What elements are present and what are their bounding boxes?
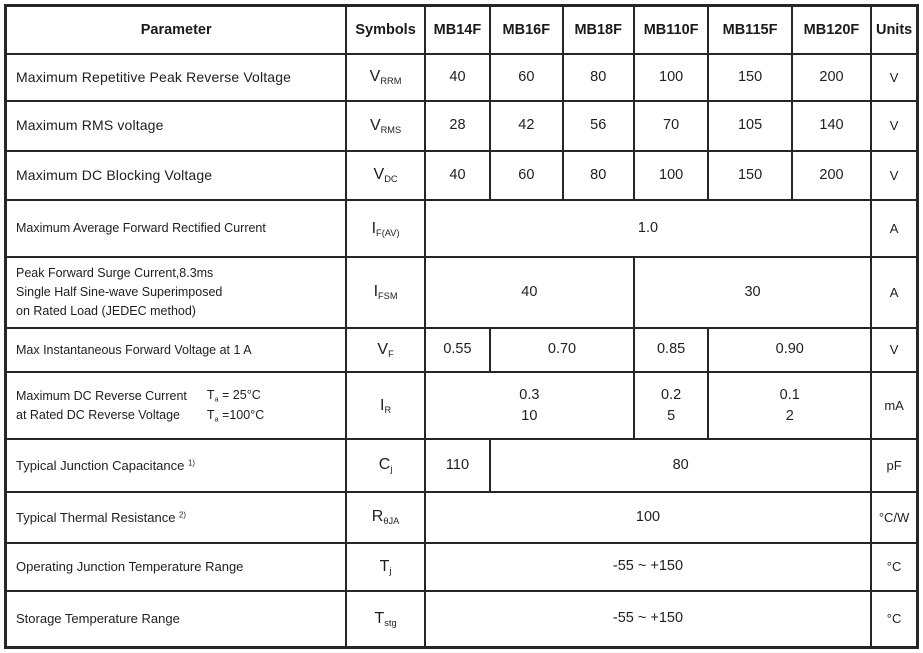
superscript-text: 1)	[187, 458, 195, 468]
symbol-cell	[346, 101, 424, 151]
text-segment: I	[379, 396, 385, 414]
subscript-text: R	[384, 404, 392, 415]
parameter-cell	[6, 439, 347, 492]
value-text: 40	[521, 283, 538, 300]
symbol-cell	[346, 151, 424, 201]
value-text: 0.85	[656, 341, 686, 358]
unit-cell: V	[871, 328, 917, 373]
symbol-cell	[346, 543, 424, 591]
table-row	[6, 200, 918, 257]
value-text: 100	[635, 508, 661, 525]
value-text: 200	[819, 166, 844, 183]
parameter-text	[16, 341, 252, 360]
parameter-text	[16, 557, 243, 577]
unit-cell: V	[871, 151, 917, 201]
subscript-text: F	[388, 348, 394, 359]
symbol-cell	[346, 439, 424, 492]
symbol-cell	[346, 200, 424, 257]
value-cell	[563, 101, 634, 151]
text-segment: V	[377, 340, 389, 358]
table-row	[6, 54, 918, 102]
column-header-part-mb115f: MB115F	[708, 6, 791, 54]
unit-cell: °C	[871, 591, 917, 648]
value-text: 60	[518, 166, 535, 183]
value-cell	[708, 328, 871, 373]
value-cell	[490, 439, 871, 492]
value-cell	[425, 372, 634, 439]
text-segment: at Rated DC Reverse Voltage	[16, 407, 180, 422]
value-text: 40	[449, 166, 466, 183]
column-header-parameter: Parameter	[6, 6, 347, 54]
unit-cell: °C/W	[871, 492, 917, 544]
superscript-text: 2)	[179, 510, 186, 520]
unit-cell: V	[871, 54, 917, 102]
text-segment: V	[369, 116, 381, 134]
symbol-cell	[346, 591, 424, 648]
value-cell	[425, 543, 871, 591]
symbol-cell	[346, 328, 424, 373]
text-segment: Maximum DC Blocking Voltage	[16, 166, 213, 183]
value-cell	[792, 151, 871, 201]
unit-cell: °C	[871, 543, 917, 591]
subscript-text: j	[390, 464, 393, 475]
value-text: 150	[737, 68, 763, 85]
subscript-text: stg	[384, 617, 397, 628]
subscript-text: θJA	[383, 516, 400, 527]
value-text: 0.2	[661, 386, 682, 403]
table-row	[6, 439, 918, 492]
value-cell	[425, 591, 871, 648]
value-text: 140	[819, 117, 844, 134]
value-cell	[425, 54, 490, 102]
value-text: 40	[449, 68, 466, 85]
subscript-text: RRM	[380, 76, 402, 87]
subscript-text: F(AV)	[376, 227, 400, 238]
column-header-part-mb120f: MB120F	[792, 6, 871, 54]
value-text: 60	[518, 68, 535, 85]
symbol-cell	[346, 372, 424, 439]
value-cell	[490, 54, 562, 102]
value-cell	[708, 101, 791, 151]
value-text: 0.70	[547, 341, 577, 358]
text-segment: Single Half Sine-wave Superimposed	[16, 284, 223, 299]
value-text: 200	[819, 68, 844, 85]
value-cell	[634, 54, 708, 102]
parameter-cell	[6, 591, 347, 648]
column-header-part-mb18f: MB18F	[563, 6, 634, 54]
subscript-text: a	[214, 413, 219, 423]
table-row	[6, 372, 918, 439]
parameter-cell	[6, 543, 347, 591]
value-text: 1.0	[637, 220, 659, 237]
parameter-text	[16, 165, 212, 186]
text-segment: Storage Temperature Range	[16, 611, 180, 627]
value-text: 80	[590, 166, 607, 183]
parameter-cell	[6, 372, 347, 439]
value-cell	[490, 151, 562, 201]
value-text: 56	[590, 117, 607, 134]
value-cell	[792, 54, 871, 102]
text-segment: T	[374, 609, 385, 627]
subscript-text: RMS	[380, 124, 402, 135]
value-cell	[425, 492, 871, 544]
parameter-text	[16, 456, 195, 476]
value-text: 80	[672, 456, 689, 473]
text-segment: Typical Thermal Resistance	[16, 509, 180, 525]
text-segment: on Rated Load (JEDEC method)	[16, 303, 196, 318]
value-cell	[425, 328, 490, 373]
text-segment: Peak Forward Surge Current,8.3ms	[16, 266, 214, 281]
value-cell	[425, 439, 490, 492]
subscript-text: DC	[384, 174, 398, 185]
value-cell	[490, 101, 562, 151]
value-cell	[634, 257, 871, 328]
value-text: 42	[518, 117, 535, 134]
value-text: 0.90	[775, 341, 804, 358]
value-text: 0.1	[779, 386, 800, 403]
parameter-text	[16, 264, 222, 320]
text-segment: Maximum RMS voltage	[16, 117, 164, 134]
table-row	[6, 328, 918, 373]
value-text: 150	[737, 166, 763, 183]
text-segment: Typical Junction Capacitance	[16, 457, 188, 473]
value-cell	[634, 151, 708, 201]
column-header-part-mb16f: MB16F	[490, 6, 562, 54]
unit-cell: A	[871, 257, 917, 328]
table-row	[6, 257, 918, 328]
value-cell	[490, 328, 634, 373]
text-segment: = 25°C	[218, 388, 261, 403]
value-text: 2	[785, 407, 794, 424]
unit-cell: A	[871, 200, 917, 257]
column-header-part-mb110f: MB110F	[634, 6, 708, 54]
text-segment: T	[206, 407, 215, 422]
column-header-part-mb14f: MB14F	[425, 6, 490, 54]
value-cell	[425, 200, 871, 257]
column-header-symbols: Symbols	[346, 6, 424, 54]
text-segment: C	[378, 456, 391, 474]
subscript-text: FSM	[378, 291, 398, 302]
table-row	[6, 591, 918, 648]
value-cell	[634, 101, 708, 151]
parameter-text	[16, 508, 186, 528]
value-text: 0.3	[519, 386, 540, 403]
table-row	[6, 101, 918, 151]
text-segment: Maximum DC Reverse Current	[16, 388, 187, 403]
parameter-text	[16, 609, 180, 629]
parameter-cell	[6, 200, 347, 257]
subscript-text: j	[389, 565, 392, 576]
symbol-cell	[346, 54, 424, 102]
table-row	[6, 151, 918, 201]
unit-cell: mA	[871, 372, 917, 439]
column-header-units: Units	[871, 6, 917, 54]
text-segment: Operating Junction Temperature Range	[16, 559, 244, 575]
value-text: -55 ~ +150	[612, 558, 684, 575]
value-text: 10	[521, 407, 538, 424]
value-cell	[563, 54, 634, 102]
parameter-cell	[6, 101, 347, 151]
parameter-text	[16, 67, 291, 88]
parameter-cell	[6, 492, 347, 544]
text-segment: =100°C	[218, 407, 265, 422]
value-text: 100	[659, 166, 684, 183]
text-segment: I	[371, 219, 377, 237]
value-text: 100	[659, 68, 684, 85]
parameter-cell	[6, 151, 347, 201]
electrical-characteristics-table	[4, 4, 919, 649]
value-cell	[563, 151, 634, 201]
text-segment: Max Instantaneous Forward Voltage at 1 A	[16, 342, 252, 357]
unit-cell: pF	[871, 439, 917, 492]
unit-cell: V	[871, 101, 917, 151]
text-segment: V	[369, 68, 381, 86]
parameter-cell	[6, 257, 347, 328]
text-segment: T	[379, 557, 390, 575]
value-cell	[792, 101, 871, 151]
value-text: 70	[663, 117, 680, 134]
value-text: 80	[590, 68, 607, 85]
value-cell	[634, 328, 708, 373]
value-cell	[425, 151, 490, 201]
text-segment: Maximum Average Forward Rectified Current	[16, 221, 266, 236]
text-segment: T	[206, 388, 215, 403]
parameter-text	[16, 219, 266, 238]
value-text: 30	[744, 283, 761, 300]
value-text: 28	[449, 117, 466, 134]
value-text: 105	[737, 117, 763, 134]
symbol-cell	[346, 257, 424, 328]
parameter-text	[16, 387, 187, 425]
header-row	[6, 6, 918, 54]
table-body	[6, 54, 918, 648]
parameter-cell	[6, 328, 347, 373]
value-text: -55 ~ +150	[612, 610, 684, 627]
subscript-text: a	[214, 394, 219, 404]
test-condition-text	[207, 386, 264, 424]
table-row	[6, 492, 918, 544]
text-segment: R	[371, 508, 384, 526]
parameter-text	[16, 115, 164, 136]
text-segment: V	[373, 166, 385, 184]
table-row	[6, 543, 918, 591]
text-segment: Maximum Repetitive Peak Reverse Voltage	[16, 68, 292, 85]
value-cell	[708, 54, 791, 102]
symbol-cell	[346, 492, 424, 544]
value-cell	[708, 151, 791, 201]
value-cell	[425, 101, 490, 151]
value-cell	[425, 257, 634, 328]
text-segment: I	[373, 283, 379, 301]
value-text: 5	[667, 407, 676, 424]
value-text: 110	[445, 456, 470, 473]
parameter-cell	[6, 54, 347, 102]
value-cell	[708, 372, 871, 439]
value-cell	[634, 372, 708, 439]
value-text: 0.55	[443, 341, 472, 358]
